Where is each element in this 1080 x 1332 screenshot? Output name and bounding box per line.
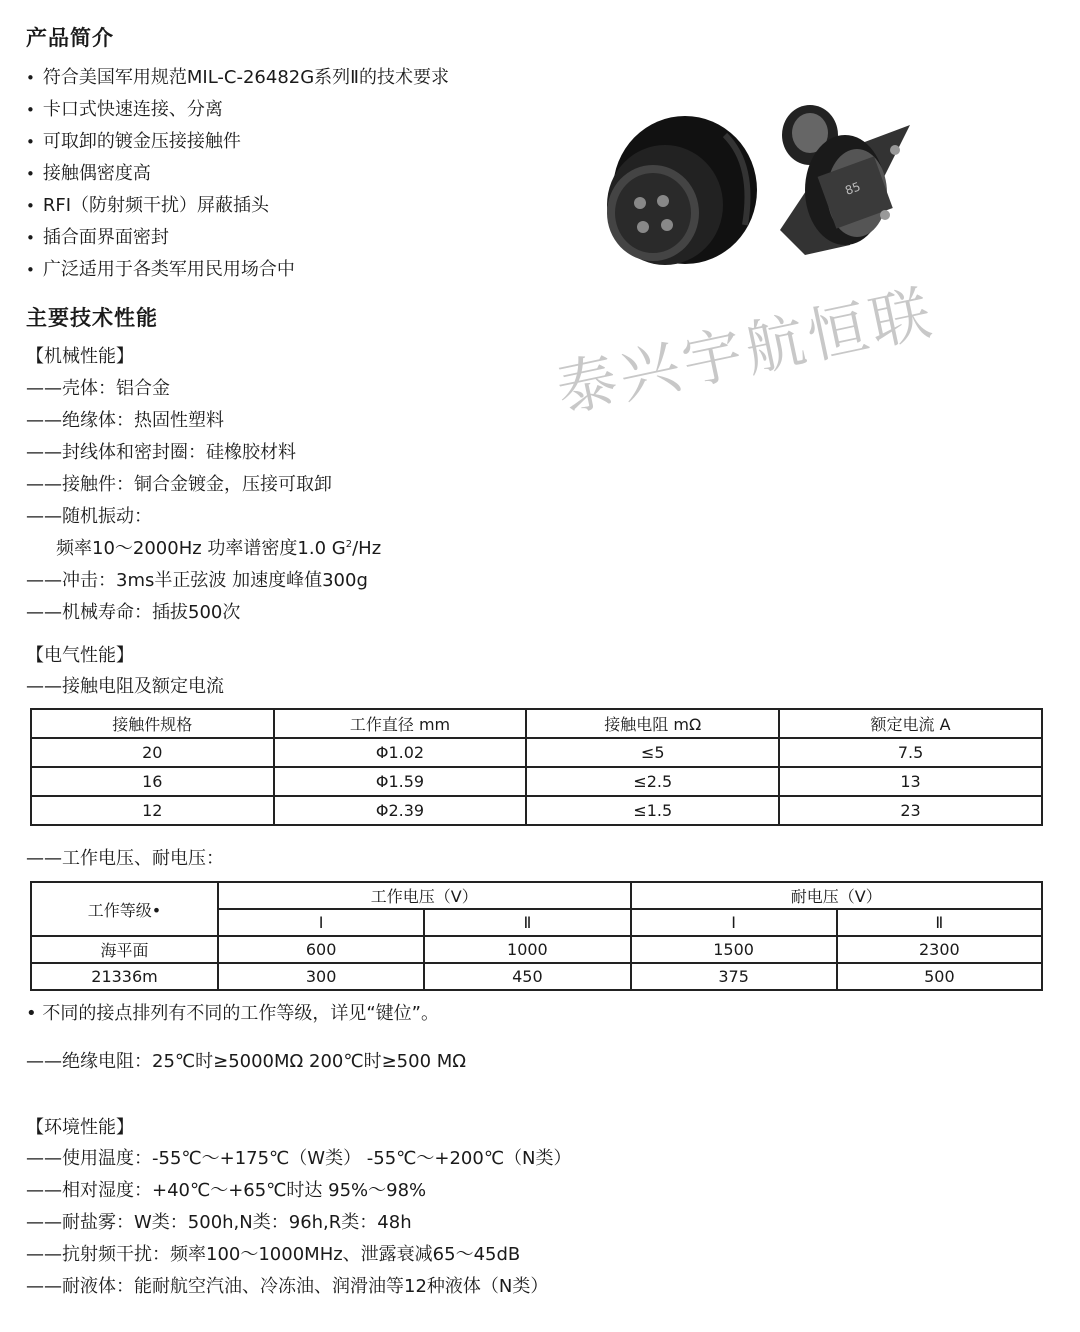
table-cell: 2300 xyxy=(837,936,1042,963)
environment-item: ——耐盐雾：W类：500h,N类：96h,R类：48h xyxy=(26,1212,412,1233)
table-row xyxy=(31,963,1042,990)
electrical-heading: 【电气性能】 xyxy=(26,645,134,666)
watermark: 泰兴宇航恒联 xyxy=(550,277,941,427)
environment-heading: 【环境性能】 xyxy=(26,1117,134,1138)
intro-bullet: • 插合面界面密封 xyxy=(26,229,169,247)
intro-bullet: • RFI（防射频干扰）屏蔽插头 xyxy=(26,197,269,215)
intro-bullet: • 卡口式快速连接、分离 xyxy=(26,101,223,119)
table-subheader: Ⅱ xyxy=(424,909,630,936)
table-cell: 20 xyxy=(31,738,274,767)
table-cell: 500 xyxy=(837,963,1042,990)
table-cell: 23 xyxy=(779,796,1042,825)
table-header-row xyxy=(31,882,1042,909)
table-header-row xyxy=(31,709,1042,738)
mechanical-item: ——封线体和密封圈：硅橡胶材料 xyxy=(26,442,296,463)
table-cell: 21336m xyxy=(31,963,218,990)
table-cell: 300 xyxy=(218,963,424,990)
connector-marking: 85 xyxy=(843,179,863,198)
table-header: 接触件规格 xyxy=(31,709,274,738)
table-subheader: Ⅰ xyxy=(631,909,837,936)
environment-item: ——耐液体：能耐航空汽油、冷冻油、润滑油等12种液体（N类） xyxy=(26,1276,549,1297)
table-cell: 1000 xyxy=(424,936,630,963)
table-cell: 海平面 xyxy=(31,936,218,963)
environment-item: ——相对湿度：+40℃～+65℃时达 95%～98% xyxy=(26,1180,427,1201)
mechanical-item: ——壳体：铝合金 xyxy=(26,378,170,399)
table-header: 工作直径 mm xyxy=(274,709,527,738)
table-header: 接触电阻 mΩ xyxy=(526,709,779,738)
environment-item: ——抗射频干扰：频率100～1000MHz、泄露衰减65～45dB xyxy=(26,1244,521,1265)
table-cell: ≤1.5 xyxy=(526,796,779,825)
mechanical-item: ——冲击：3ms半正弦波 加速度峰值300g xyxy=(26,570,368,591)
table-subheader: Ⅱ xyxy=(837,909,1042,936)
environment-item: ——使用温度：-55℃～+175℃（W类） -55℃～+200℃（N类） xyxy=(26,1148,572,1169)
insulation-resistance: ——绝缘电阻：25℃时≥5000MΩ 200℃时≥500 MΩ xyxy=(26,1051,467,1072)
contact-resistance-table xyxy=(30,708,1043,826)
table-cell: 600 xyxy=(218,936,424,963)
table-cell: 7.5 xyxy=(779,738,1042,767)
mechanical-item: ——机械寿命：插拔500次 xyxy=(26,602,241,623)
table-header: 额定电流 A xyxy=(779,709,1042,738)
table-row xyxy=(31,767,1042,796)
table-subheader: Ⅰ xyxy=(218,909,424,936)
intro-bullet: • 接触偶密度高 xyxy=(26,165,151,183)
mechanical-heading: 【机械性能】 xyxy=(26,346,134,367)
table-cell: 16 xyxy=(31,767,274,796)
table-header: 耐电压（V） xyxy=(631,882,1043,909)
working-grade-note: • 不同的接点排列有不同的工作等级，详见“键位”。 xyxy=(26,1003,439,1024)
table-cell: 12 xyxy=(31,796,274,825)
table-row xyxy=(31,738,1042,767)
table-cell: 450 xyxy=(424,963,630,990)
table-cell: ≤2.5 xyxy=(526,767,779,796)
main-title: 主要技术性能 xyxy=(26,306,158,330)
intro-bullet: • 广泛适用于各类军用民用场合中 xyxy=(26,261,295,279)
voltage-title: ——工作电压、耐电压： xyxy=(26,848,224,869)
table-row xyxy=(31,936,1042,963)
table-header: 工作电压（V） xyxy=(218,882,630,909)
voltage-table xyxy=(30,881,1043,991)
intro-bullet: • 可取卸的镀金压接接触件 xyxy=(26,133,241,151)
table-cell: Φ1.59 xyxy=(274,767,527,796)
connector-product-image xyxy=(595,95,925,270)
table-cell: 1500 xyxy=(631,936,837,963)
table-cell: 375 xyxy=(631,963,837,990)
table-cell: Φ1.02 xyxy=(274,738,527,767)
mechanical-item: ——绝缘体：热固性塑料 xyxy=(26,410,224,431)
table-cell: 13 xyxy=(779,767,1042,796)
table-row xyxy=(31,796,1042,825)
table-cell: Φ2.39 xyxy=(274,796,527,825)
vibration-detail: 频率10～2000Hz 功率谱密度1.0 $G^2/Hz$ xyxy=(56,538,382,559)
mechanical-item: ——随机振动： xyxy=(26,506,152,527)
contact-resistance-title: ——接触电阻及额定电流 xyxy=(26,676,224,697)
intro-title: 产品简介 xyxy=(26,26,114,50)
table-header: 工作等级• xyxy=(31,882,218,936)
intro-bullet: • 符合美国军用规范MIL-C-26482G系列Ⅱ的技术要求 xyxy=(26,69,449,87)
table-cell: ≤5 xyxy=(526,738,779,767)
mechanical-item: ——接触件：铜合金镀金，压接可取卸 xyxy=(26,474,332,495)
